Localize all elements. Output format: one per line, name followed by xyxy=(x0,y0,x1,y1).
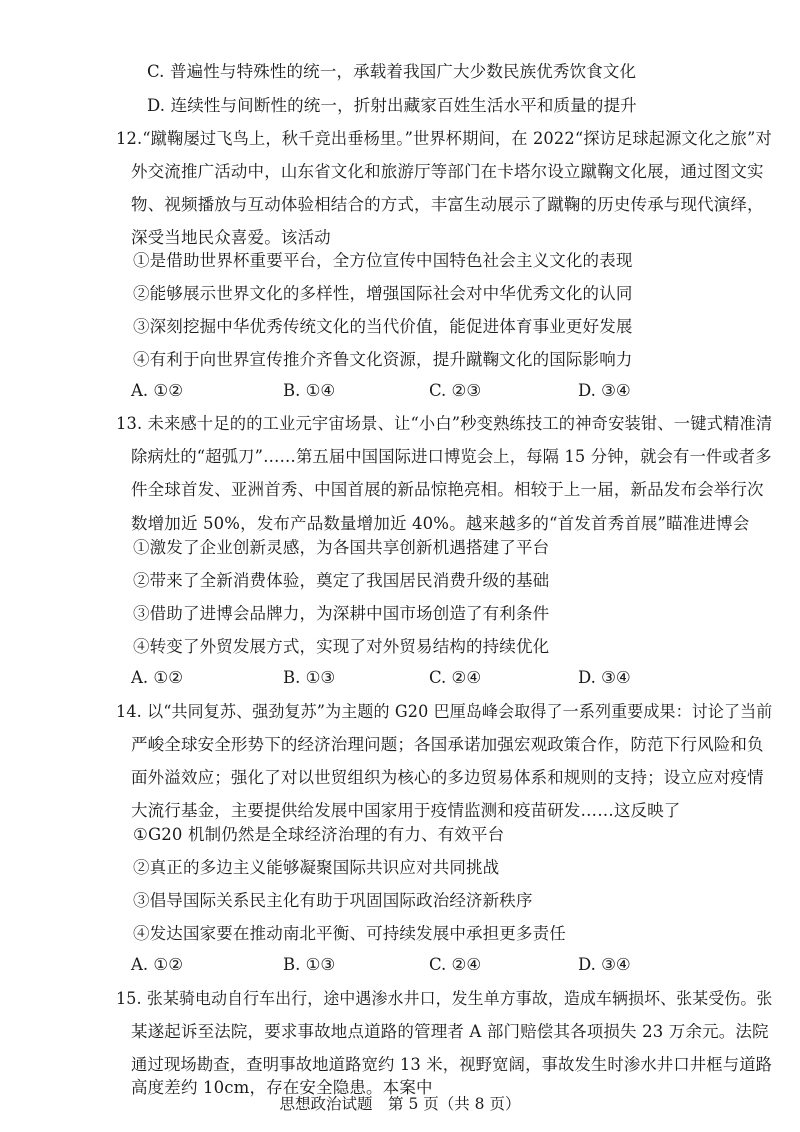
q14-stem-line-3: 面外溢效应；强化了对以世贸组织为核心的多边贸易体系和规则的支持；设立应对疫情 xyxy=(131,768,764,787)
q13-stem-line-3: 件全球首发、亚洲首秀、中国首展的新品惊艳亮相。相较于上一届，新品发布会举行次 xyxy=(131,480,764,499)
q13-option-a: A. ①② xyxy=(131,668,183,687)
q13-statement-4: ④转变了外贸发展方式，实现了对外贸易结构的持续优化 xyxy=(133,637,550,656)
q14-statement-4: ④发达国家要在推动南北平衡、可持续发展中承担更多责任 xyxy=(133,924,566,943)
q12-stem-line-2: 外交流推广活动中，山东省文化和旅游厅等部门在卡塔尔设立蹴鞠文化展，通过图文实 xyxy=(131,162,764,181)
q12-statement-2: ②能够展示世界文化的多样性，增强国际社会对中华优秀文化的认同 xyxy=(133,284,633,303)
q15-stem-line-3: 通过现场勘查，查明事故地道路宽约 13 米，视野宽阔，事故发生时渗水井口井框与道路 xyxy=(131,1055,773,1074)
q12-statement-3: ③深刻挖掘中华优秀传统文化的当代价值，能促进体育事业更好发展 xyxy=(133,317,633,336)
q13-option-b: B. ①③ xyxy=(283,668,336,687)
q11-option-d: D. 连续性与间断性的统一，折射出藏家百姓生活水平和质量的提升 xyxy=(147,96,637,115)
q14-stem-line-1: 14. 以“共同复苏、强劲复苏”为主题的 G20 巴厘岛峰会取得了一系列重要成果：讨论了当前 xyxy=(116,702,773,721)
q14-stem-line-4: 大流行基金，主要提供给发展中国家用于疫情监测和疫苗研发……这反映了 xyxy=(131,801,681,820)
q13-statement-2: ②带来了全新消费体验，奠定了我国居民消费升级的基础 xyxy=(133,571,550,590)
q11-option-c: C. 普遍性与特殊性的统一，承载着我国广大少数民族优秀饮食文化 xyxy=(147,62,637,81)
q13-stem-line-1: 13. 未来感十足的的工业元宇宙场景、让“小白”秒变熟练技工的神奇安装钳、一键式精准清 xyxy=(116,414,773,433)
q12-option-a: A. ①② xyxy=(131,381,183,400)
q14-statement-2: ②真正的多边主义能够凝聚国际共识应对共同挑战 xyxy=(133,858,500,877)
q12-option-c: C. ②③ xyxy=(429,381,482,400)
q14-option-d: D. ③④ xyxy=(578,955,631,974)
q13-option-c: C. ②④ xyxy=(429,668,482,687)
page-footer: 思想政治试题 第 5 页（共 8 页） xyxy=(279,1095,521,1113)
q14-stem-line-2: 严峻全球安全形势下的经济治理问题；各国承诺加强宏观政策合作，防范下行风险和负 xyxy=(131,735,764,754)
q14-statement-1: ①G20 机制仍然是全球经济治理的有力、有效平台 xyxy=(133,825,505,844)
q12-statement-1: ①是借助世界杯重要平台，全方位宣传中国特色社会主义文化的表现 xyxy=(133,251,633,270)
q14-option-a: A. ①② xyxy=(131,955,183,974)
q12-stem-line-1: 12.“蹴鞠屡过飞鸟上，秋千竞出垂杨里。”世界杯期间，在 2022“探访足球起源文化之旅”对 xyxy=(116,129,772,148)
q13-statement-1: ①激发了企业创新灵感，为各国共享创新机遇搭建了平台 xyxy=(133,538,550,557)
q14-option-c: C. ②④ xyxy=(429,955,482,974)
q12-option-b: B. ①④ xyxy=(283,381,336,400)
q13-stem-line-4: 数增加近 50%，发布产品数量增加近 40%。越来越多的“首发首秀首展”瞄准进博会 xyxy=(131,514,750,533)
q12-stem-line-3: 物、视频播放与互动体验相结合的方式，丰富生动展示了蹴鞠的历史传承与现代演绎， xyxy=(131,195,764,214)
q14-statement-3: ③倡导国际关系民主化有助于巩固国际政治经济新秩序 xyxy=(133,891,533,910)
q13-statement-3: ③借助了进博会品牌力，为深耕中国市场创造了有利条件 xyxy=(133,604,550,623)
q15-stem-line-4: 高度差约 10cm，存在安全隐患。本案中 xyxy=(131,1078,433,1097)
q14-option-b: B. ①③ xyxy=(283,955,336,974)
q15-stem-line-1: 15. 张某骑电动自行车出行，途中遇渗水井口，发生单方事故，造成车辆损坏、张某受伤。张 xyxy=(116,989,773,1008)
q12-statement-4: ④有利于向世界宣传推介齐鲁文化资源，提升蹴鞠文化的国际影响力 xyxy=(133,350,633,369)
q13-stem-line-2: 除病灶的“超弧刀”……第五届中国国际进口博览会上，每隔 15 分钟，就会有一件或者多 xyxy=(131,447,772,466)
q15-stem-line-2: 某遂起诉至法院，要求事故地点道路的管理者 A 部门赔偿其各项损失 23 万余元。法院 xyxy=(131,1022,769,1041)
q12-option-d: D. ③④ xyxy=(578,381,631,400)
q13-option-d: D. ③④ xyxy=(578,668,631,687)
q12-stem-line-4: 深受当地民众喜爱。该活动 xyxy=(131,228,331,247)
